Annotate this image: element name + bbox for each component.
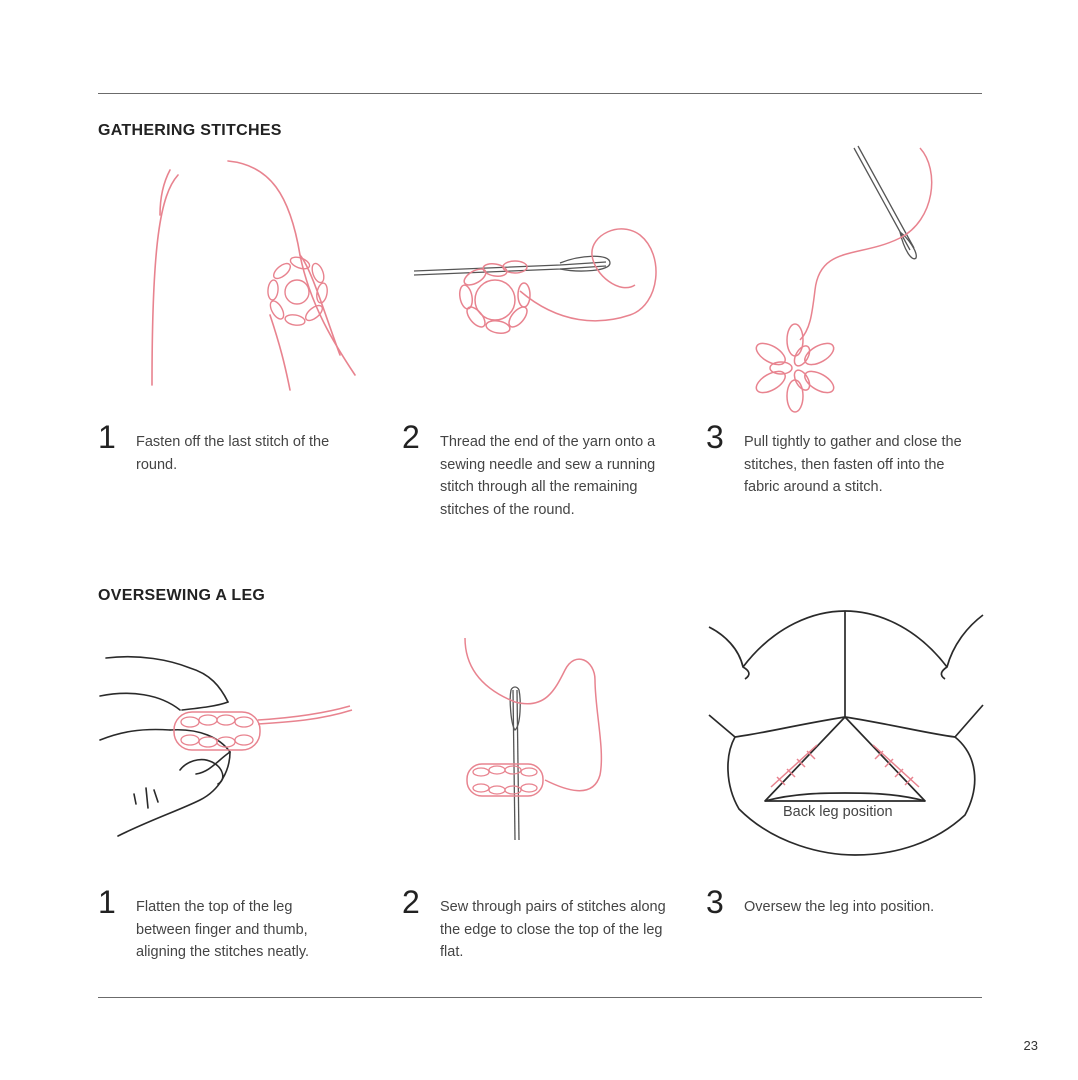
page-number: 23	[1023, 1038, 1038, 1053]
bottom-rule	[98, 997, 982, 998]
step-number: 2	[402, 419, 420, 455]
illustration-needle-ring	[410, 225, 670, 345]
back-leg-position-label: Back leg position	[783, 804, 893, 820]
step-number: 3	[706, 884, 724, 920]
section-title-gathering: GATHERING STITCHES	[98, 122, 282, 139]
step-text: Flatten the top of the leg between finger and thumb, aligning the stitches neatly.	[136, 899, 310, 960]
illustration-needle-leg-edge	[455, 630, 625, 845]
step-text: Pull tightly to gather and close the stitches, then fasten off into the fabric around a stitch.	[744, 434, 962, 495]
illustration-finger-thumb-leg	[100, 650, 360, 850]
step-number: 2	[402, 884, 420, 920]
step-text: Fasten off the last stitch of the round.	[136, 434, 330, 473]
section-title-oversewing: OVERSEWING A LEG	[98, 587, 266, 604]
step-text: Oversew the leg into position.	[744, 899, 935, 915]
step-number: 1	[98, 884, 116, 920]
step-number: 3	[706, 419, 724, 455]
step-text: Thread the end of the yarn onto a sewing needle and sew a running stitch through all the remaining stitches of the round.	[440, 434, 656, 518]
step-number: 1	[98, 419, 116, 455]
step-text: Sew through pairs of stitches along the edge to close the top of the leg flat.	[440, 899, 666, 960]
illustration-body-diagram	[705, 605, 985, 865]
top-rule	[98, 93, 982, 94]
illustration-gathered-flower	[740, 140, 960, 420]
illustration-finger-ring	[140, 155, 370, 395]
